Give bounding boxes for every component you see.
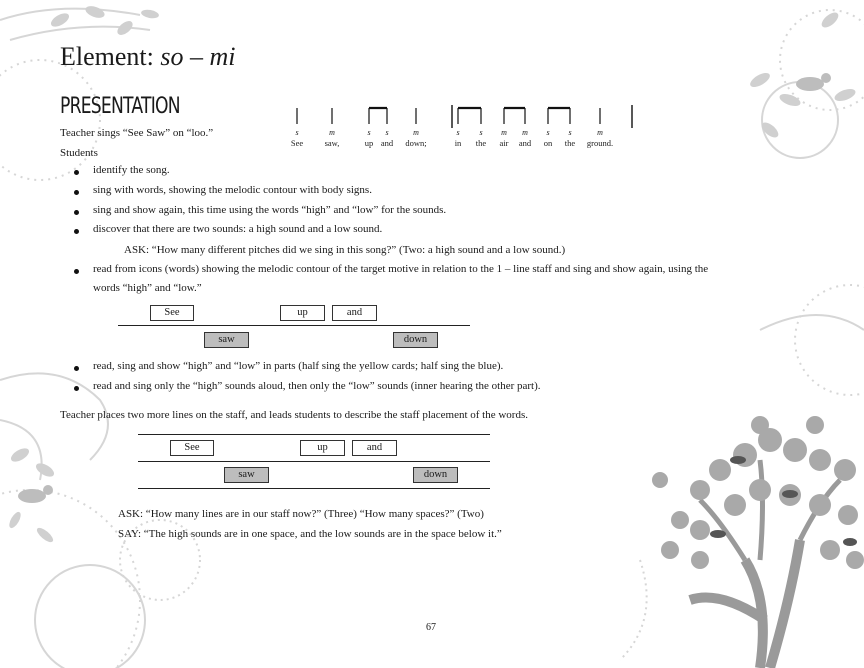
teacher-places-text: Teacher places two more lines on the staff, and leads students to describe the staff placement of the words. (60, 409, 529, 421)
bullet-marker (74, 229, 79, 234)
say-text: SAY: “The high sounds are in one space, and the low sounds are in the space below it.” (118, 528, 502, 540)
bullet-marker (74, 366, 79, 371)
list-item: sing and show again, this time using the words “high” and “low” for the sounds. (93, 204, 447, 216)
lyric-word: and (380, 138, 394, 148)
lyric-word: the (475, 138, 487, 148)
high-card: and (352, 440, 397, 456)
high-card: See (150, 305, 194, 321)
high-card: See (170, 440, 214, 456)
list-item: read from icons (words) showing the melodic contour of the target motive in relation to the 1 – line staff and sing and show again, using the (93, 263, 709, 275)
lyric-word: in (454, 138, 462, 148)
staff-line (138, 434, 490, 435)
section-heading: PRESENTATION (60, 94, 180, 119)
page-title (60, 42, 235, 72)
low-card: down (393, 332, 438, 348)
high-card: up (300, 440, 345, 456)
lyric-word: down; (405, 138, 427, 148)
solfege-syllable: m (522, 128, 528, 137)
solfege-syllable: m (329, 128, 335, 137)
lyric-word: and (518, 138, 532, 148)
list-item: read and sing only the “high” sounds aloud, then only the “low” sounds (inner hearing the other part). (93, 380, 541, 392)
title-element: so – mi (160, 42, 236, 71)
intro-text: Teacher sings “See Saw” on “loo.” (60, 127, 214, 139)
low-card: saw (224, 467, 269, 483)
solfege-syllable: s (367, 128, 371, 137)
title-prefix: Element: (60, 42, 161, 71)
bullet-marker (74, 190, 79, 195)
solfege-syllable: s (295, 128, 299, 137)
list-item: read, sing and show “high” and “low” in parts (half sing the yellow cards; half sing the blue). (93, 360, 504, 372)
bullet-marker (74, 210, 79, 215)
high-card: up (280, 305, 325, 321)
lyric-word: up (364, 138, 374, 148)
ask-text: ASK: “How many different pitches did we sing in this song?” (Two: a high sound and a low sound.) (124, 244, 566, 256)
ask-text: ASK: “How many lines are in our staff now?” (Three) “How many spaces?” (Two) (118, 508, 484, 520)
bullet-marker (74, 386, 79, 391)
lyric-word: See (290, 138, 304, 148)
list-item: identify the song. (93, 164, 170, 176)
lyric-word: saw, (324, 138, 340, 148)
solfege-syllable: s (568, 128, 572, 137)
lyric-word: ground. (586, 138, 614, 148)
staff-line (138, 488, 490, 489)
list-item: sing with words, showing the melodic contour with body signs. (93, 184, 372, 196)
solfege-syllable: s (456, 128, 460, 137)
lyric-word: the (564, 138, 576, 148)
rhythm-notation (280, 104, 640, 152)
solfege-syllable: s (546, 128, 550, 137)
staff-line (138, 461, 490, 462)
high-card: and (332, 305, 377, 321)
lyric-word: air (499, 138, 509, 148)
list-item-continued: words “high” and “low.” (93, 282, 202, 294)
solfege-syllable: m (413, 128, 419, 137)
solfege-syllable: s (479, 128, 483, 137)
students-label: Students (60, 147, 98, 159)
solfege-syllable: m (597, 128, 603, 137)
lyric-word: on (543, 138, 553, 148)
staff-line (118, 325, 470, 326)
low-card: down (413, 467, 458, 483)
solfege-syllable: m (501, 128, 507, 137)
low-card: saw (204, 332, 249, 348)
list-item: discover that there are two sounds: a high sound and a low sound. (93, 223, 383, 235)
page-number: 67 (426, 622, 436, 633)
bullet-marker (74, 269, 79, 274)
solfege-syllable: s (385, 128, 389, 137)
bullet-marker (74, 170, 79, 175)
